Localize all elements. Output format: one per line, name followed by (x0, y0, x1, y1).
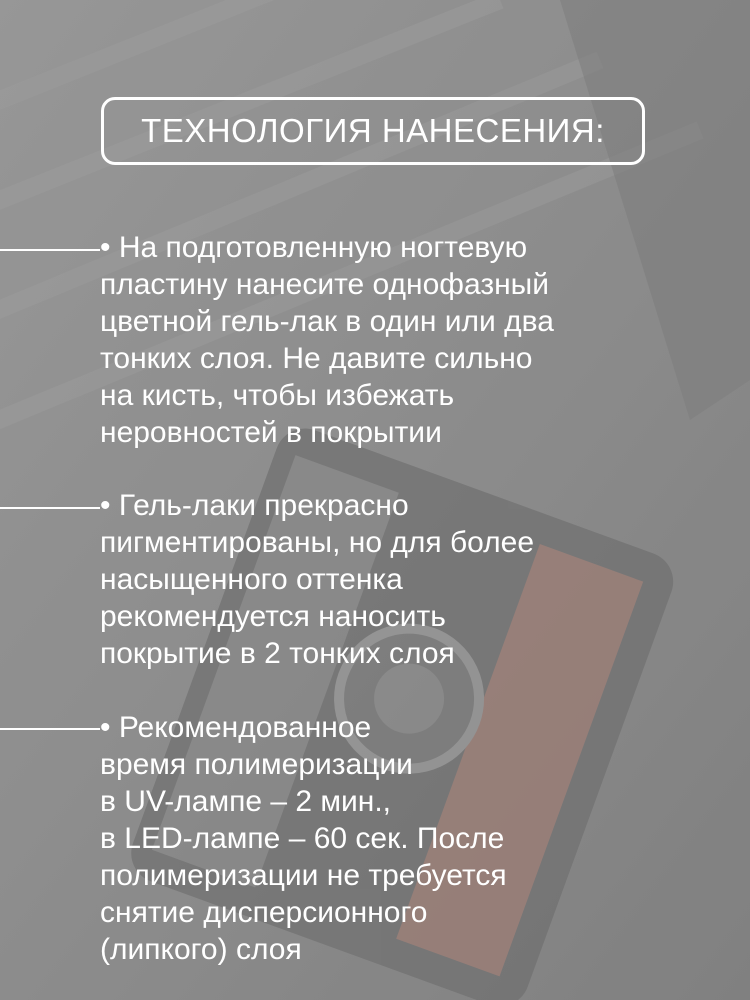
bullet-text-1: • На подготовленную ногтевую пластину нанесите однофазный цветной гель-лак в один или два тонких слоя. Не давите сильно на кисть, чтобы избежать неровностей в покрытии (100, 231, 554, 449)
title-box (101, 97, 645, 165)
page-title: ТЕХНОЛОГИЯ НАНЕСЕНИЯ: (141, 112, 605, 149)
bullet-line-2 (0, 507, 100, 509)
bullet-line-3 (0, 728, 100, 730)
bullet-text-3: • Рекомендованное время полимеризации в UV-лампе – 2 мин., в LED-лампе – 60 сек. После полимеризации не требуется снятие дисперсионного (липкого) слоя (100, 711, 507, 966)
bullet-text-2: • Гель-лаки прекрасно пигментированы, но для более насыщенного оттенка рекомендуется наносить покрытие в 2 тонких слоя (100, 489, 535, 670)
bullet-line-1 (0, 249, 100, 251)
